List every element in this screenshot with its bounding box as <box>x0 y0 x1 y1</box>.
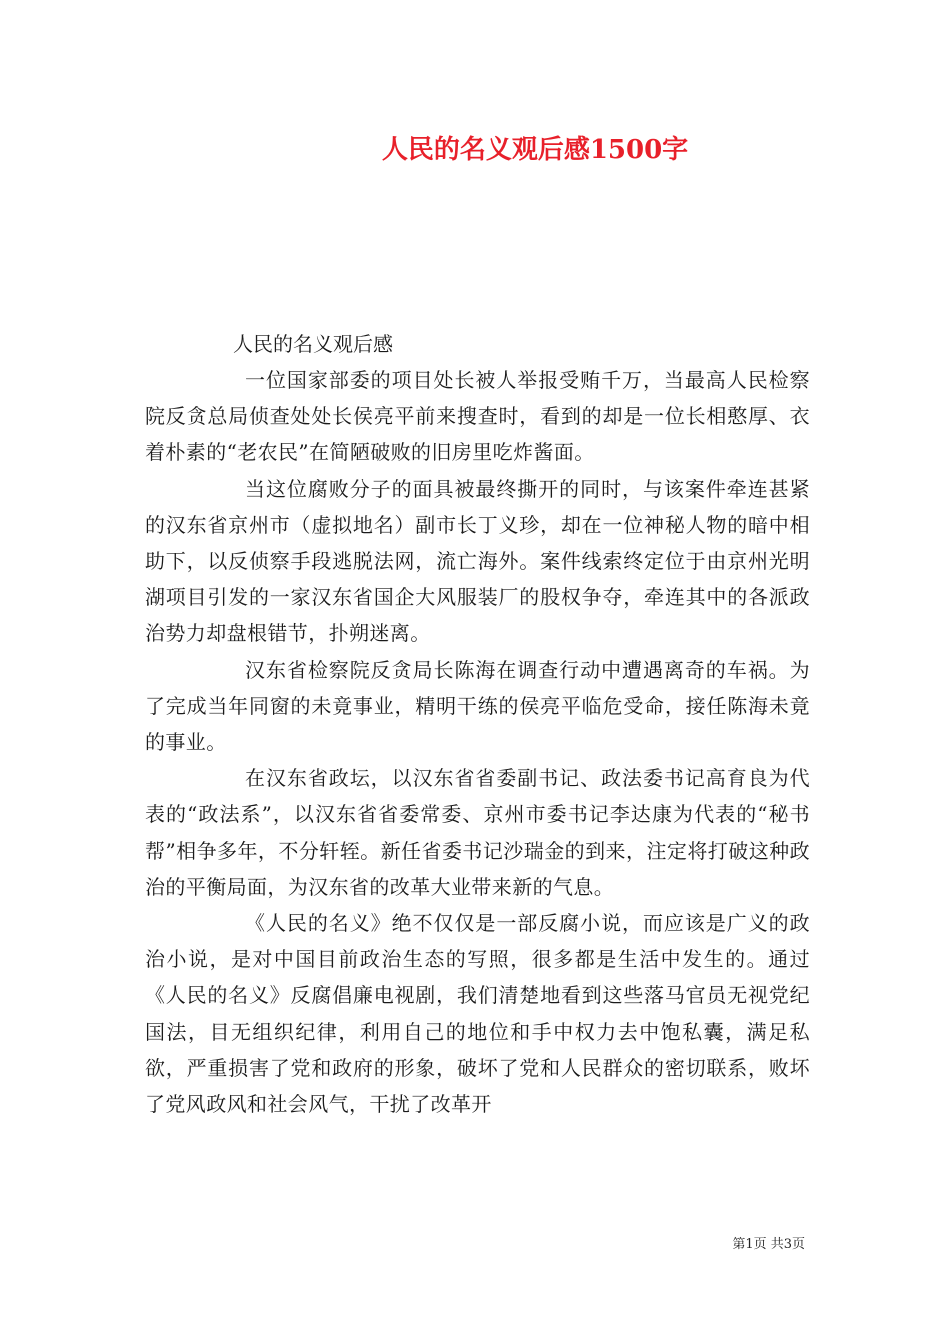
document-body <box>145 326 810 1122</box>
paragraph: 《人民的名义》绝不仅仅是一部反腐小说，而应该是广义的政治小说，是对中国目前政治生态的写照，很多都是生活中发生的。通过《人民的名义》反腐倡廉电视剧，我们清楚地看到这些落马官员无视党纪国法，目无组织纪律，利用自己的地位和手中权力去中饱私囊，满足私欲，严重损害了党和政府的形象，破坏了党和人民群众的密切联系，败坏了党风政风和社会风气，干扰了改革开 <box>145 911 810 1117</box>
paragraph: 汉东省检察院反贪局长陈海在调查行动中遭遇离奇的车祸。为了完成当年同窗的未竟事业，精明干练的侯亮平临危受命，接任陈海未竟的事业。 <box>145 657 810 755</box>
page-number: 第1页 共3页 <box>732 1237 805 1252</box>
paragraph: 一位国家部委的项目处长被人举报受贿千万，当最高人民检察院反贪总局侦查处处长侯亮平前来搜查时，看到的却是一位长相憨厚、衣着朴素的“老农民”在简陋破败的旧房里吃炸酱面。 <box>145 368 810 465</box>
paragraph: 在汉东省政坛，以汉东省省委副书记、政法委书记高育良为代表的“政法系”，以汉东省省委常委、京州市委书记李达康为代表的“秘书帮”相争多年，不分轩轾。新任省委书记沙瑞金的到来，注定将打破这种政治的平衡局面，为汉东省的改革大业带来新的气息。 <box>145 766 810 899</box>
paragraph: 当这位腐败分子的面具被最终撕开的同时，与该案件牵连甚紧的汉东省京州市（虚拟地名）副市长丁义珍，却在一位神秘人物的暗中相助下，以反侦察手段逃脱法网，流亡海外。案件线索终定位于由京州光明湖项目引发的一家汉东省国企大风服装厂的股权争夺，牵连其中的各派政治势力却盘根错节，扑朔迷离。 <box>145 476 810 646</box>
document-subtitle: 人民的名义观后感 <box>233 332 393 356</box>
document-title: 人民的名义观后感1500字 <box>381 135 689 165</box>
